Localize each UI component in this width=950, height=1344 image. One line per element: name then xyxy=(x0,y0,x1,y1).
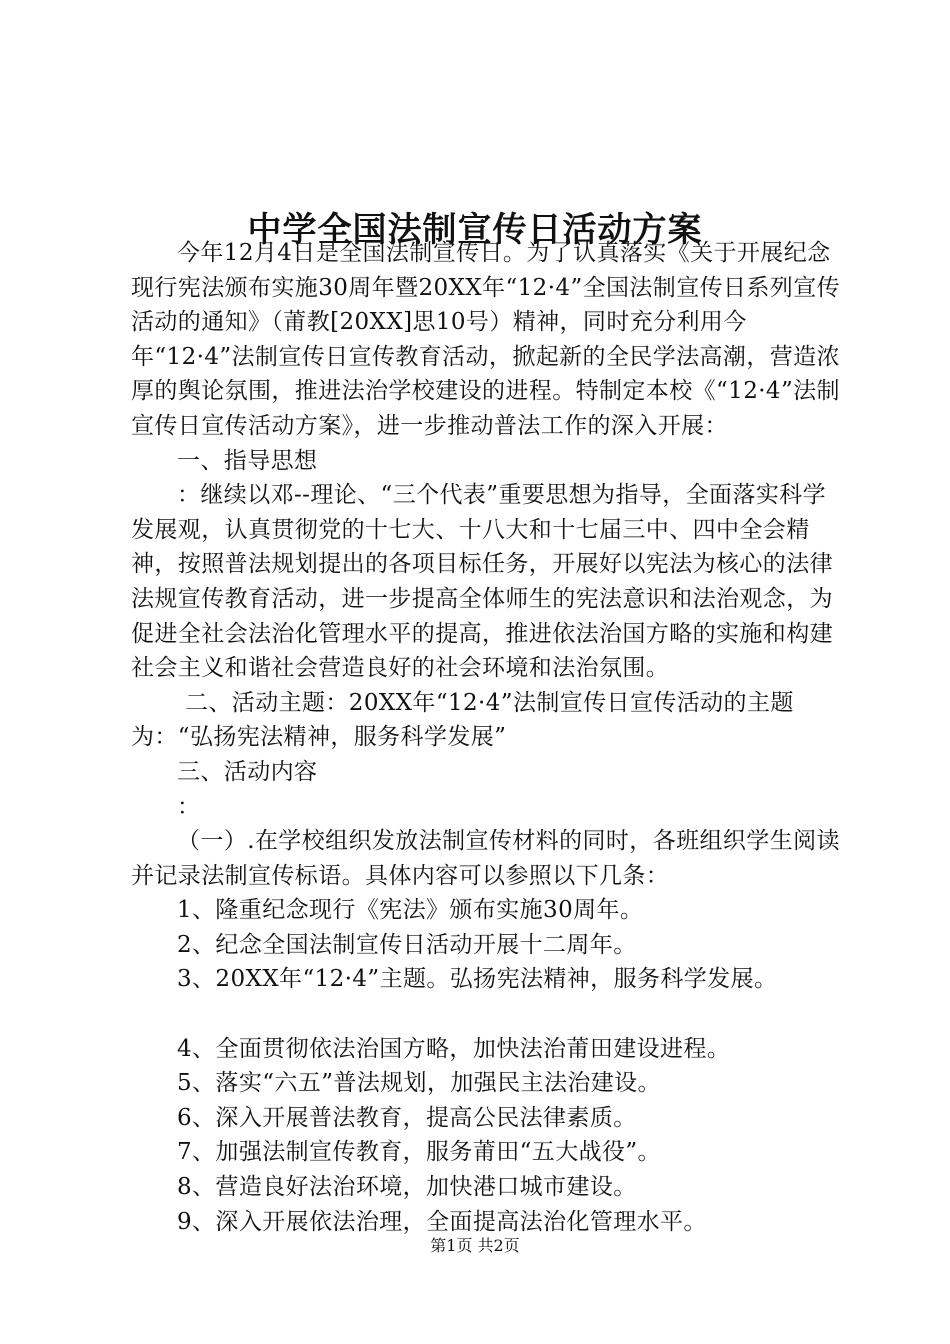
list-item: 3、20XX年“12·4”主题。弘扬宪法精神，服务科学发展。 xyxy=(177,966,778,993)
list-item: 5、落实“六五”普法规划，加强民主法治建设。 xyxy=(177,1070,661,1097)
intro-paragraph: 今年12月4日是全国法制宣传日。为了认真落实《关于开展纪念现行宪法颁布实施30周年暨20XX年“12·4”全国法制宣传日系列宣传活动的通知》（莆教[20XX]思10号）精神，同时充分利用今年“12·4”法制宣传日宣传教育活动，掀起新的全民学法高潮，营造浓厚的舆论氛围，推进法治学校建设的进程。特制定本校《“12·4”法制宣传日宣传活动方案》，进一步推动普法工作的深入开展： xyxy=(131,240,841,439)
list-item: 2、纪念全国法制宣传日活动开展十二周年。 xyxy=(177,931,637,958)
document-title: 中学全国法制宣传日活动方案 xyxy=(247,209,703,250)
list-item: 4、全面贯彻依法治国方略，加快法治莆田建设进程。 xyxy=(177,1035,731,1062)
page-footer: 第1页 共2页 xyxy=(430,1236,520,1255)
activity-theme-paragraph: 二、活动主题：20XX年“12·4”法制宣传日宣传活动的主题为：“弘扬宪法精神，服务科学发展” xyxy=(131,689,794,751)
blank-line xyxy=(131,997,843,1032)
list-item: 9、深入开展依法治理，全面提高法治化管理水平。 xyxy=(177,1208,707,1235)
activity-content-colon: ： xyxy=(177,793,201,820)
section-heading-activity-content: 三、活动内容 xyxy=(177,758,318,785)
list-item: 1、隆重纪念现行《宪法》颁布实施30周年。 xyxy=(177,897,644,924)
list-item: 6、深入开展普法教育，提高公民法律素质。 xyxy=(177,1104,637,1131)
section-heading-guiding-thought: 一、指导思想 xyxy=(177,447,318,474)
guiding-thought-paragraph: ：继续以邓--理论、“三个代表”重要思想为指导，全面落实科学发展观，认真贯彻党的十七大、十八大和十七届三中、四中全会精神，按照普法规划提出的各项目标任务，开展好以宪法为核心的法律法规宣传教育活动，进一步提高全体师生的宪法意识和法治观念，为促进全社会法治化管理水平的提高，推进依法治国方略的实施和构建社会主义和谐社会营造良好的社会环境和法治氛围。 xyxy=(131,482,833,682)
list-item: 7、加强法制宣传教育，服务莆田“五大战役”。 xyxy=(177,1139,661,1166)
document-body xyxy=(131,236,843,1239)
sub-item-one-paragraph: （一）.在学校组织发放法制宣传材料的同时，各班组织学生阅读并记录法制宣传标语。具体内容可以参照以下几条： xyxy=(131,828,840,889)
list-item: 8、营造良好法治环境，加快港口城市建设。 xyxy=(177,1174,637,1201)
